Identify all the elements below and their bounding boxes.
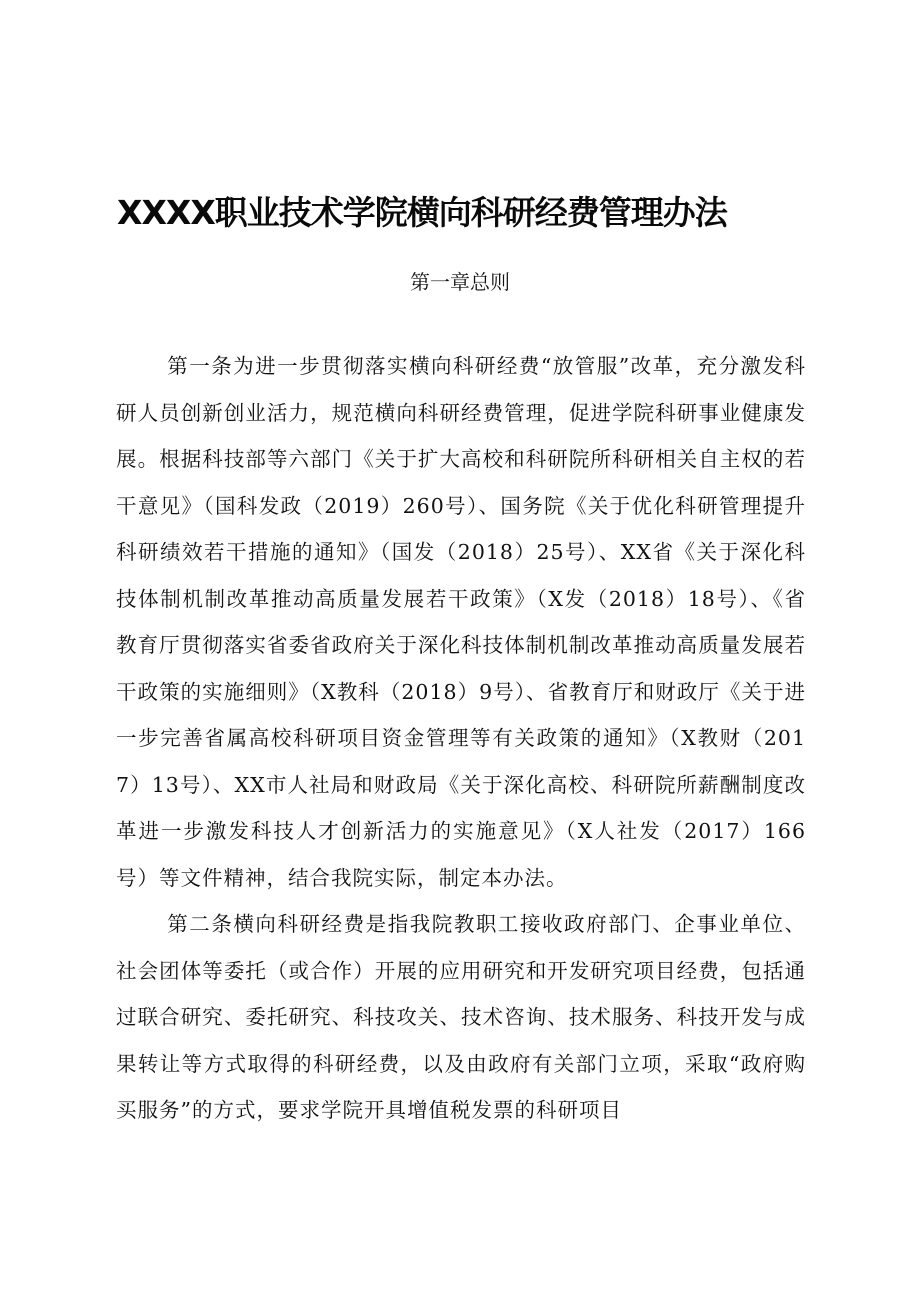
chapter-heading: 第一章总则	[410, 270, 510, 294]
article-2-paragraph: 第二条横向科研经费是指我院教职工接收政府部门、企事业单位、社会团体等委托（或合作）开展的应用研究和开发研究项目经费，包括通过联合研究、委托研究、科技攻关、技术咨询、技术服务、科技开发与成果转让等方式取得的科研经费，以及由政府有关部门立项，采取“政府购买服务”的方式，要求学院开具增值税发票的科研项目	[116, 912, 806, 1122]
article-1-paragraph: 第一条为进一步贯彻落实横向科研经费“放管服”改革，充分激发科研人员创新创业活力，规范横向科研经费管理，促进学院科研事业健康发展。根据科技部等六部门《关于扩大高校和科研院所科研相关自主权的若干意见》（国科发政（2019）260号）、国务院《关于优化科研管理提升科研绩效若干措施的通知》（国发（2018）25号）、XX省《关于深化科技体制机制改革推动高质量发展若干政策》（X发（2018）18号）、《省教育厅贯彻落实省委省政府关于深化科技体制机制改革推动高质量发展若干政策的实施细则》（X教科（2018）9号）、省教育厅和财政厅《关于进一步完善省属高校科研项目资金管理等有关政策的通知》（X教财（2017）13号）、XX市人社局和财政局《关于深化高校、科研院所薪酬制度改革进一步激发科技人才创新活力的实施意见》（X人社发（2017）166号）等文件精神，结合我院实际，制定本办法。	[116, 354, 806, 890]
document-title: XXXX职业技术学院横向科研经费管理办法	[117, 193, 727, 232]
document-body	[116, 343, 806, 1134]
